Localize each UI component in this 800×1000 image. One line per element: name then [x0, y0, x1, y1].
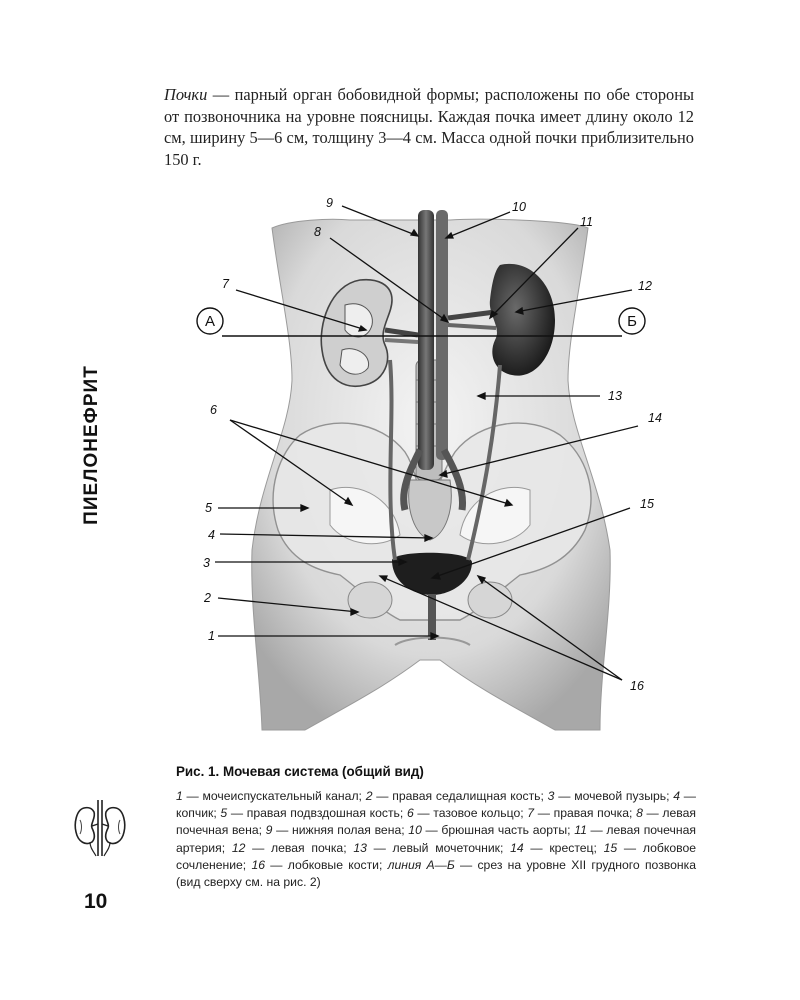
caption-item-number: 13 [353, 840, 367, 855]
label-4: 4 [208, 528, 215, 542]
label-8: 8 [314, 225, 321, 239]
caption-item-text: — правая почка; [534, 806, 637, 821]
caption-item-text: — нижняя полая вена; [272, 823, 409, 838]
running-title: ПИЕЛОНЕФРИТ [81, 365, 102, 525]
circle-label-a: А [204, 313, 216, 330]
inferior-vena-cava [418, 210, 434, 470]
kidneys-icon [72, 798, 128, 858]
caption-item-number: 12 [231, 840, 246, 855]
caption-item-number: 7 [527, 806, 535, 821]
label-12: 12 [638, 279, 652, 293]
label-1: 1 [208, 629, 215, 643]
intro-text: — парный орган бобовидной формы; расположены по обе стороны от позвоночника на уровне поясницы. Каждая почка имеет длину около 12 см, ширину 5—6 см, толщину 3—4 см. Масса одной почки приблизительно 150 г. [164, 85, 694, 169]
caption-item-text: — лобковые кости; [265, 857, 388, 872]
label-15: 15 [640, 497, 654, 511]
caption-item-text: — мочеиспускательный канал; [182, 789, 366, 803]
caption-item-text: — правая седалищная кость; [372, 789, 548, 803]
caption-item-number: 4 [673, 789, 681, 803]
caption-item-text: — лобковое сочленение; [176, 840, 697, 872]
caption-item-text: — срез на уровне XII грудного позвонка (вид сверху см. на рис. 2) [176, 857, 697, 890]
label-10: 10 [512, 200, 526, 214]
anatomy-illustration [0, 190, 800, 750]
caption-item-text: — крестец; [523, 840, 604, 855]
caption-item-number: 11 [574, 823, 587, 838]
label-7: 7 [222, 277, 229, 291]
caption-item-text: — левая почечная артерия; [176, 823, 696, 855]
caption-item-number: 6 [406, 806, 414, 821]
caption-item-text: — левая почка; [245, 840, 354, 855]
caption-item-number: 9 [265, 823, 273, 838]
caption-item-text: — правая подвздошная кость; [227, 806, 407, 821]
caption-item-number: 1 [176, 789, 183, 803]
label-2: 2 [204, 591, 211, 605]
caption-item-text: — левая почечная вена; [176, 806, 697, 838]
caption-item-text: — мочевой пузырь; [554, 789, 674, 803]
figure-caption-body [176, 788, 696, 891]
label-14: 14 [648, 411, 662, 425]
caption-item-text: — тазовое кольцо; [413, 806, 528, 821]
caption-item-text: — копчик; [176, 789, 696, 821]
label-6: 6 [210, 403, 217, 417]
caption-item-text: — брюшная часть аорты; [421, 823, 575, 838]
figure-caption-title: Рис. 1. Мочевая система (общий вид) [176, 764, 424, 779]
page-number: 10 [84, 890, 108, 913]
label-3: 3 [203, 556, 210, 570]
label-5: 5 [205, 501, 212, 515]
caption-item-number: 3 [547, 789, 555, 803]
label-13: 13 [608, 389, 622, 403]
label-11: 11 [580, 215, 593, 229]
label-16: 16 [630, 679, 644, 693]
intro-paragraph [164, 84, 694, 170]
label-9: 9 [326, 196, 333, 210]
caption-item-number: линия А—Б [387, 857, 455, 872]
circle-label-b: Б [627, 313, 637, 330]
caption-item-number: 8 [636, 806, 643, 821]
caption-item-number: 10 [408, 823, 422, 838]
urinary-system-figure [0, 190, 800, 750]
caption-item-number: 14 [510, 840, 524, 855]
caption-item-number: 15 [603, 840, 618, 855]
caption-item-number: 5 [220, 806, 228, 821]
caption-item-number: 2 [365, 789, 373, 803]
caption-item-text: — левый мочеточник; [366, 840, 511, 855]
intro-term: Почки [164, 85, 208, 104]
caption-item-number: 16 [251, 857, 266, 872]
abdominal-aorta [436, 210, 448, 460]
